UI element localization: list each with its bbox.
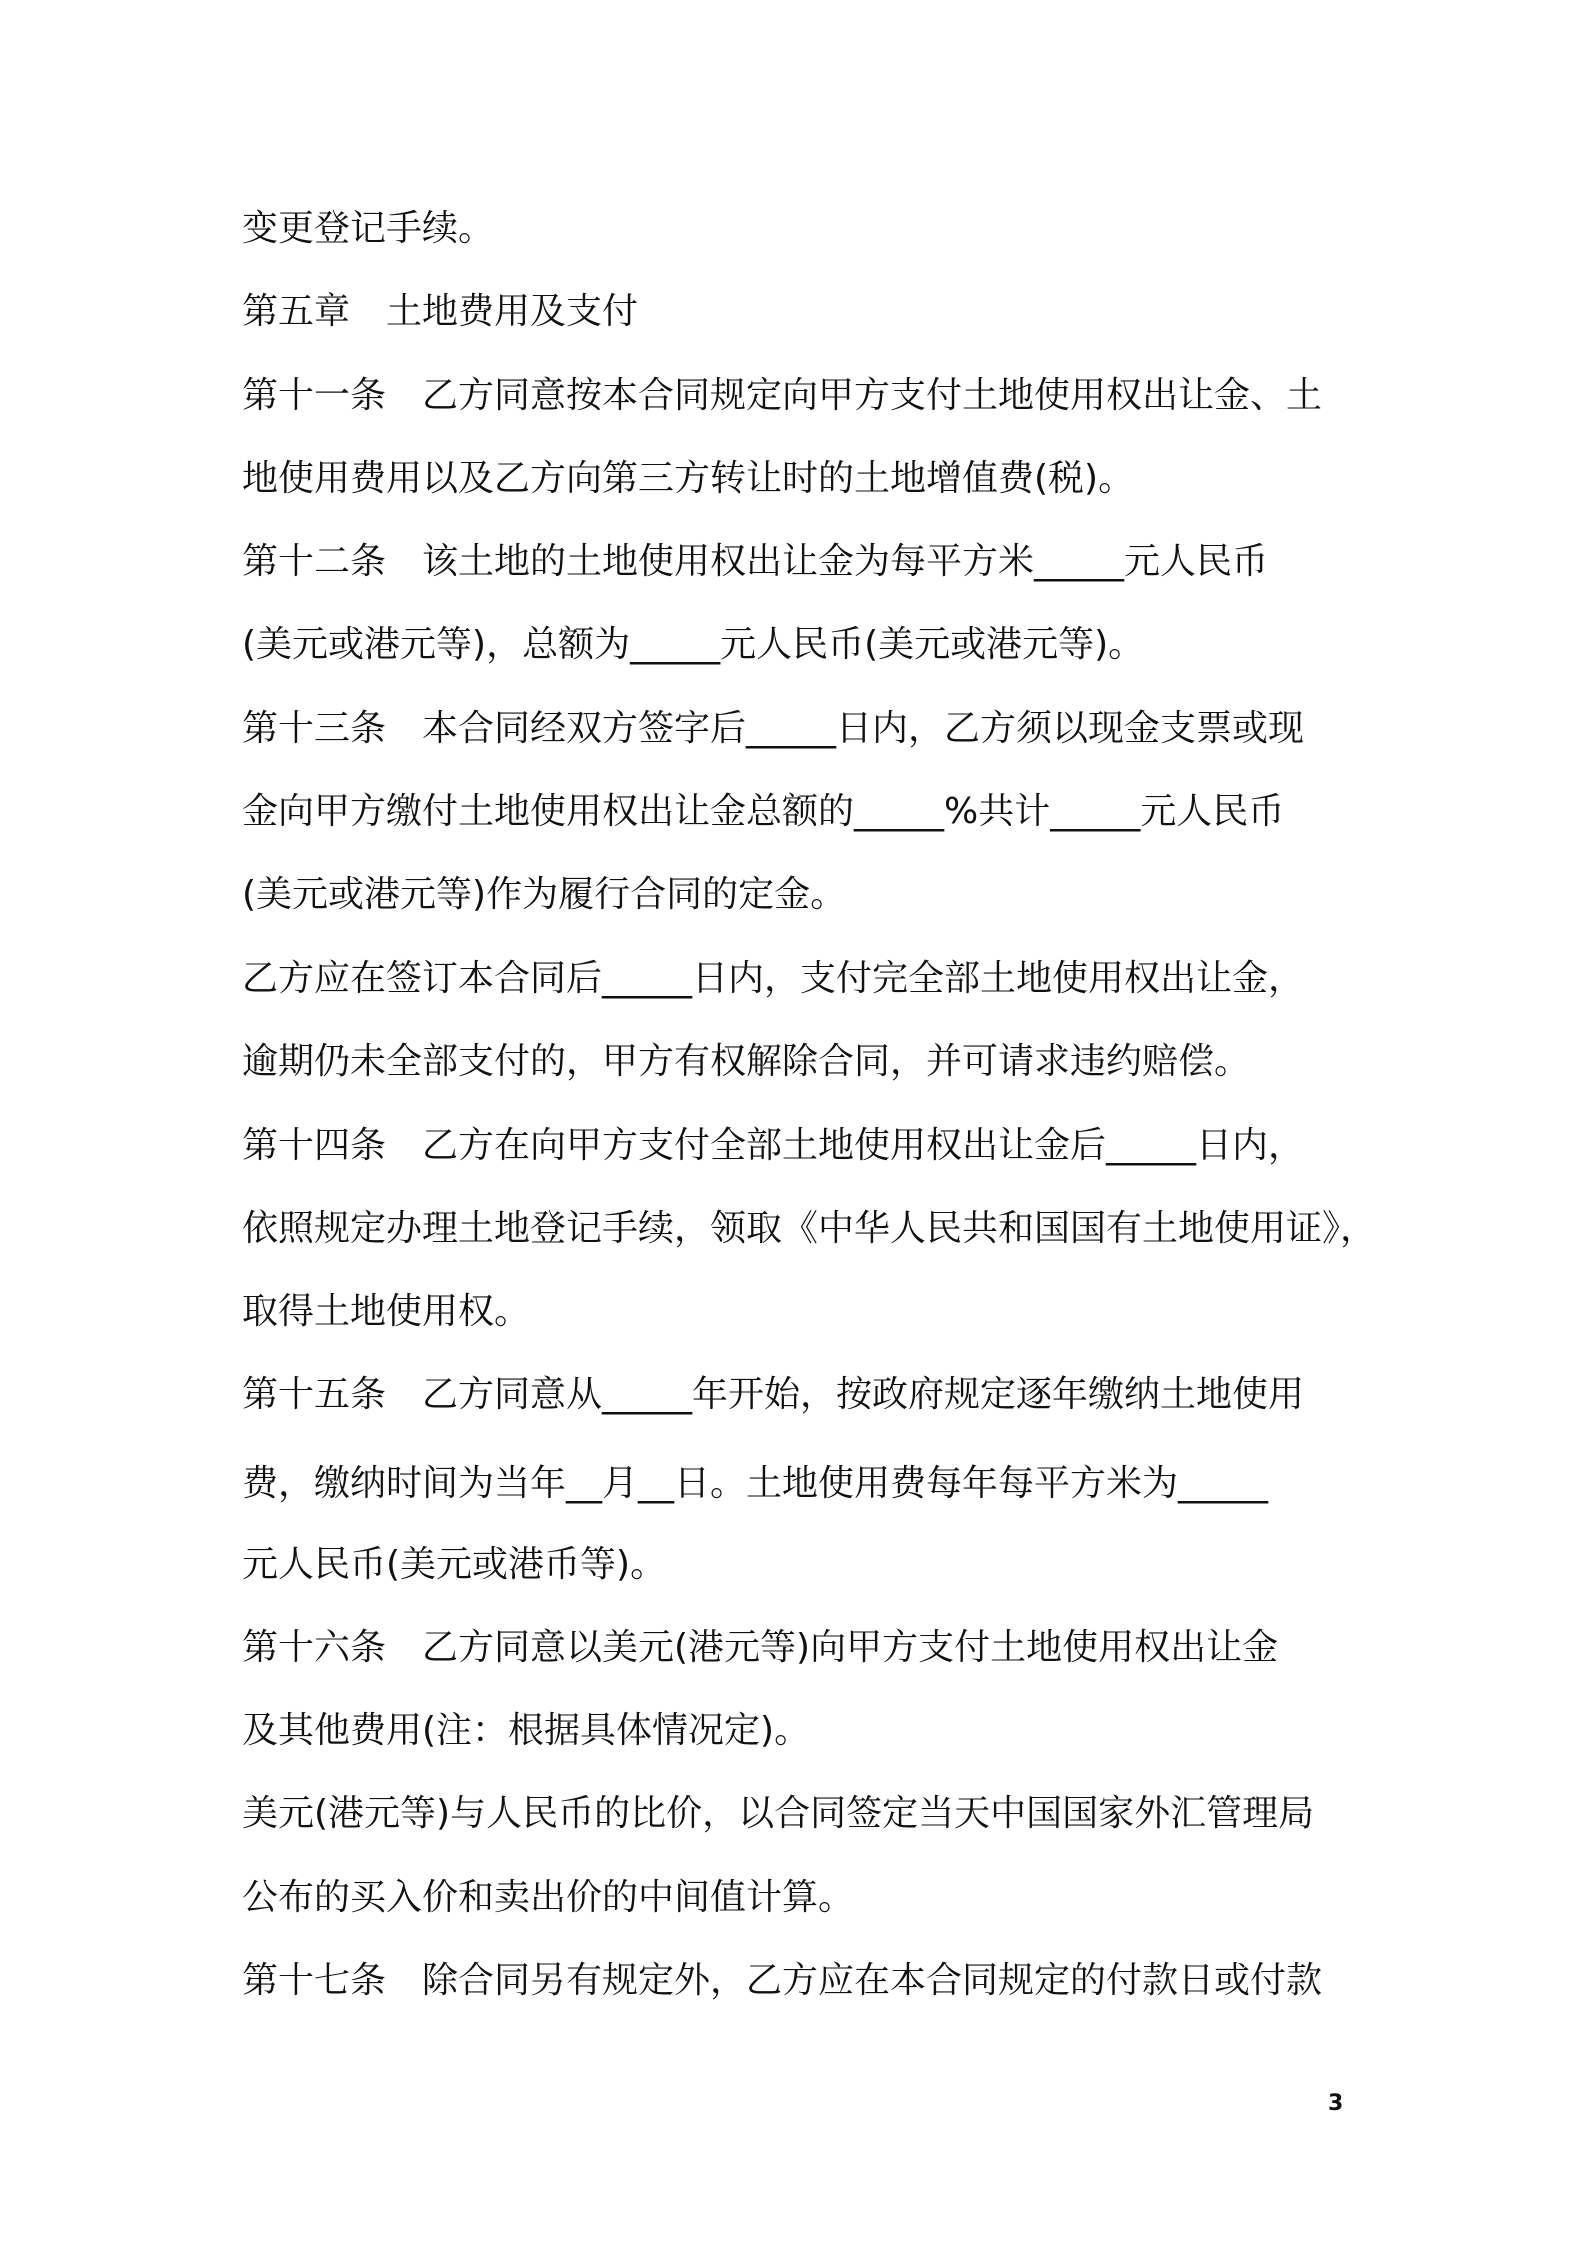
text-line: 取得土地使用权。 (242, 1291, 531, 1332)
text-line: (美元或港元等)，总额为_____元人民币(美元或港元等)。 (242, 624, 1145, 665)
text-line: 第十六条 乙方同意以美元(港元等)向甲方支付土地使用权出让金 (242, 1627, 1279, 1668)
page-number: 3 (1328, 2091, 1344, 2116)
text-line: 依照规定办理土地登记手续，领取《中华人民共和国国有土地使用证》， (242, 1208, 1377, 1249)
text-line: 美元(港元等)与人民币的比价，以合同签定当天中国国家外汇管理局 (242, 1793, 1315, 1834)
text-line: 金向甲方缴付土地使用权出让金总额的_____%共计_____元人民币 (242, 791, 1285, 832)
text-line: 费，缴纳时间为当年__月__日。土地使用费每年每平方米为_____ (242, 1463, 1269, 1504)
text-line: 乙方应在签订本合同后_____日内，支付完全部土地使用权出让金， (242, 958, 1305, 999)
text-line: 第十三条 本合同经双方签字后_____日内，乙方须以现金支票或现 (242, 708, 1305, 749)
text-line: 元人民币(美元或港币等)。 (242, 1544, 667, 1585)
chapter-heading: 第五章 土地费用及支付 (242, 291, 639, 332)
text-line: 第十二条 该土地的土地使用权出让金为每平方米_____元人民币 (242, 541, 1269, 582)
text-line: 及其他费用(注：根据具体情况定)。 (242, 1710, 811, 1751)
text-line: 地使用费用以及乙方向第三方转让时的土地增值费(税)。 (242, 458, 1135, 499)
text-line: 公布的买入价和卖出价的中间值计算。 (242, 1877, 855, 1918)
text-line: 变更登记手续。 (242, 208, 495, 249)
text-line: (美元或港元等)作为履行合同的定金。 (242, 874, 847, 915)
text-line: 逾期仍未全部支付的，甲方有权解除合同，并可请求违约赔偿。 (242, 1041, 1251, 1082)
text-line: 第十四条 乙方在向甲方支付全部土地使用权出让金后_____日内， (242, 1125, 1305, 1166)
text-line: 第十五条 乙方同意从_____年开始，按政府规定逐年缴纳土地使用 (242, 1374, 1305, 1415)
text-line: 第十一条 乙方同意按本合同规定向甲方支付土地使用权出让金、土 (242, 375, 1323, 416)
text-line: 第十七条 除合同另有规定外，乙方应在本合同规定的付款日或付款 (242, 1960, 1323, 2001)
